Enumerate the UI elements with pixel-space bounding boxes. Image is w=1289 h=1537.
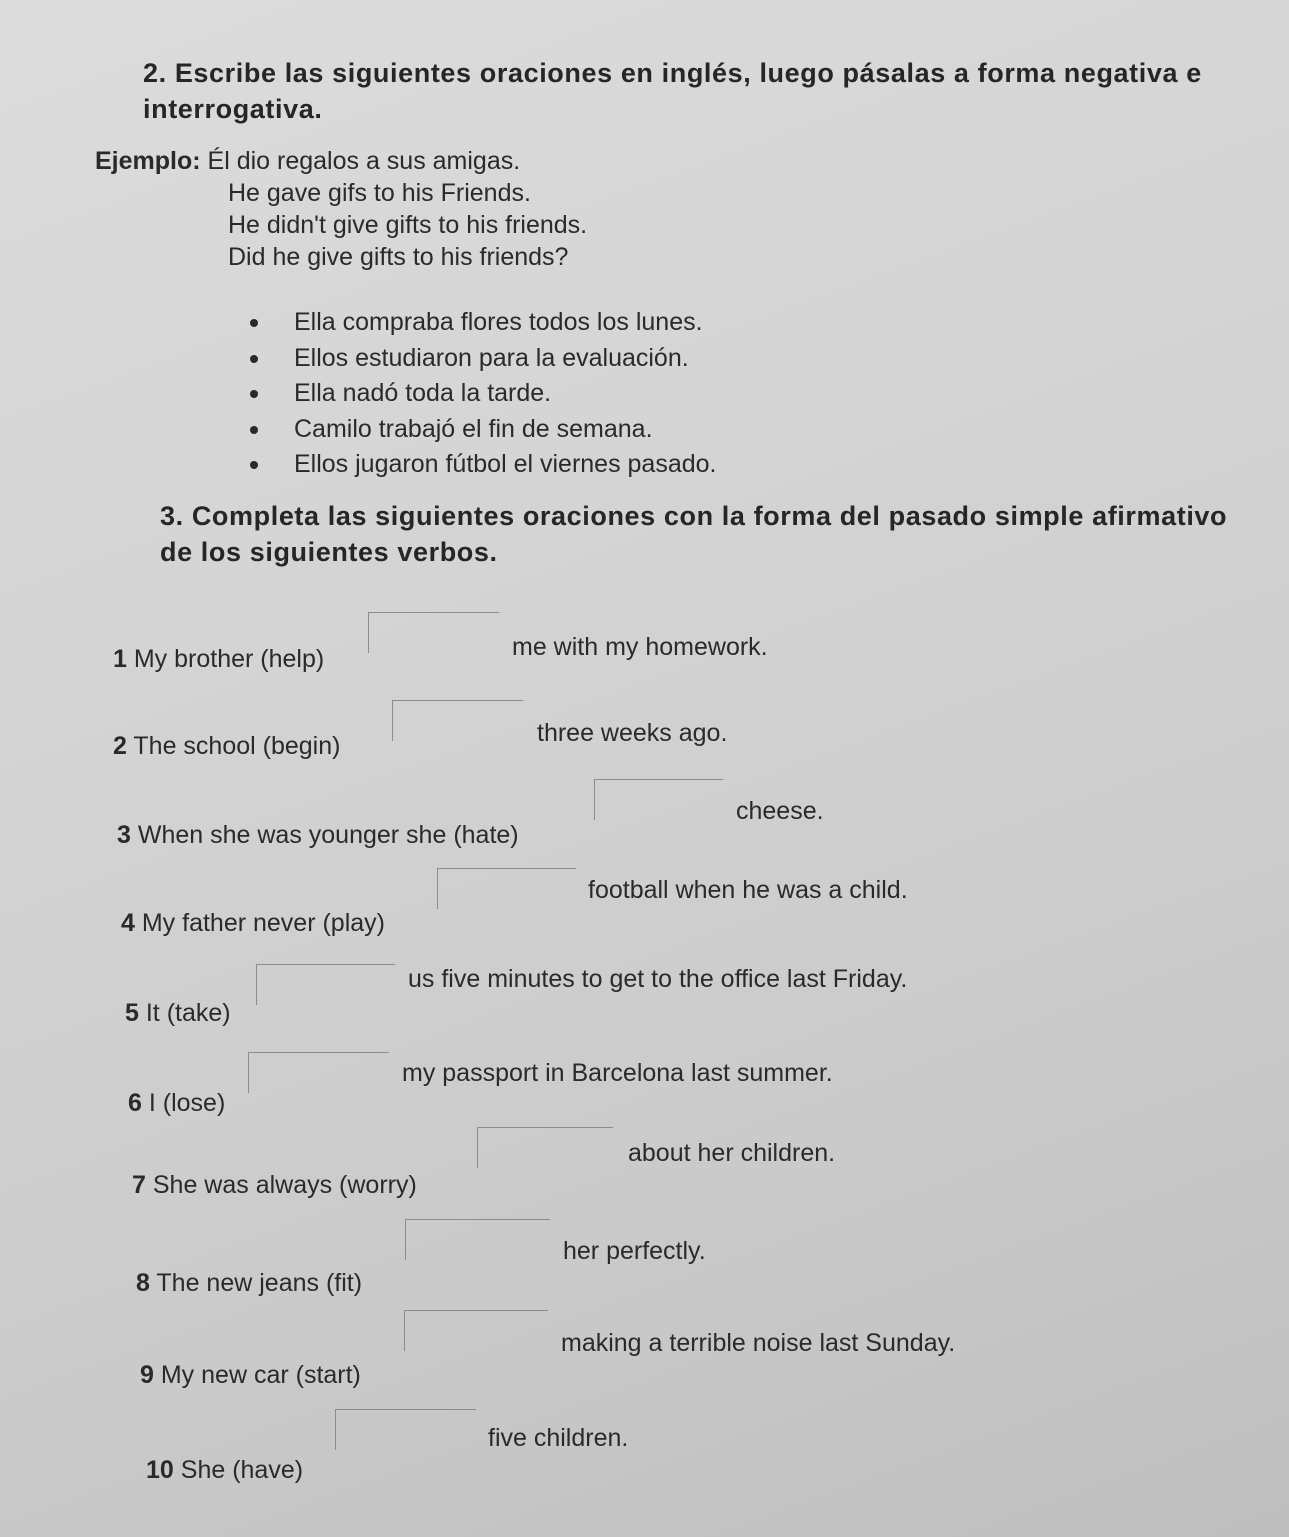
item-number: 5 bbox=[125, 999, 139, 1027]
list-item bbox=[250, 412, 717, 448]
example-block bbox=[95, 145, 520, 177]
fill-item bbox=[113, 731, 340, 761]
answer-blank[interactable] bbox=[335, 1409, 476, 1450]
answer-blank[interactable] bbox=[594, 779, 723, 820]
answer-blank[interactable] bbox=[368, 612, 499, 653]
fill-item bbox=[117, 820, 519, 850]
example-negative: He didn't give gifts to his friends. bbox=[228, 211, 588, 239]
item-number: 2 bbox=[113, 732, 127, 760]
item-prompt: My brother (help) bbox=[133, 645, 325, 673]
item-number: 4 bbox=[121, 909, 135, 937]
item-prompt: The new jeans (fit) bbox=[156, 1269, 363, 1297]
bullet-icon bbox=[250, 319, 258, 327]
item-continuation: my passport in Barcelona last summer. bbox=[402, 1059, 833, 1087]
item-number: 9 bbox=[140, 1361, 154, 1389]
answer-blank[interactable] bbox=[392, 700, 523, 741]
item-prompt: I (lose) bbox=[148, 1089, 226, 1117]
item-prompt: She was always (worry) bbox=[152, 1171, 417, 1199]
item-continuation: us five minutes to get to the office last Friday. bbox=[408, 965, 908, 993]
answer-blank[interactable] bbox=[256, 964, 395, 1005]
answer-blank[interactable] bbox=[437, 868, 576, 909]
item-prompt: The school (begin) bbox=[133, 732, 341, 760]
item-number: 8 bbox=[136, 1269, 150, 1297]
exercise-2-instruction: Escribe las siguientes oraciones en inglés, luego pásalas a forma negativa e interrogativa. bbox=[143, 58, 1202, 124]
item-number: 1 bbox=[113, 645, 127, 673]
item-number: 7 bbox=[132, 1171, 146, 1199]
fill-item bbox=[121, 908, 385, 938]
list-item bbox=[250, 341, 717, 377]
bullet-icon bbox=[250, 355, 258, 363]
item-continuation: making a terrible noise last Sunday. bbox=[561, 1329, 956, 1357]
item-continuation: three weeks ago. bbox=[537, 719, 728, 747]
answer-blank[interactable] bbox=[405, 1219, 550, 1260]
fill-item bbox=[136, 1268, 362, 1298]
item-prompt: She (have) bbox=[180, 1456, 304, 1484]
fill-item bbox=[125, 998, 231, 1028]
item-continuation: her perfectly. bbox=[563, 1237, 706, 1265]
list-item bbox=[250, 447, 717, 483]
list-item bbox=[250, 305, 717, 341]
item-continuation: me with my homework. bbox=[512, 633, 768, 661]
item-prompt: My father never (play) bbox=[141, 909, 385, 937]
sentence-text: Ellos jugaron fútbol el viernes pasado. bbox=[294, 450, 717, 478]
exercise-3-instruction: Completa las siguientes oraciones con la forma del pasado simple afirmativo de los siguientes verbos. bbox=[160, 501, 1228, 567]
bullet-icon bbox=[250, 390, 258, 398]
exercise-3-number: 3. bbox=[160, 501, 184, 531]
bullet-icon bbox=[250, 426, 258, 434]
example-interrogative: Did he give gifts to his friends? bbox=[228, 243, 569, 271]
item-continuation: cheese. bbox=[736, 797, 824, 825]
answer-blank[interactable] bbox=[404, 1310, 548, 1351]
fill-item bbox=[146, 1455, 303, 1485]
sentence-text: Ella compraba flores todos los lunes. bbox=[294, 308, 703, 336]
sentence-text: Ellos estudiaron para la evaluación. bbox=[294, 343, 689, 372]
item-number: 3 bbox=[117, 821, 131, 849]
answer-blank[interactable] bbox=[248, 1052, 389, 1093]
sentence-text: Camilo trabajó el fin de semana. bbox=[294, 414, 653, 443]
item-number: 6 bbox=[128, 1089, 142, 1117]
item-continuation: five children. bbox=[488, 1424, 629, 1452]
list-item bbox=[250, 376, 717, 412]
exercise-2-number: 2. bbox=[143, 58, 167, 88]
item-continuation: about her children. bbox=[628, 1139, 836, 1167]
item-prompt: It (take) bbox=[145, 999, 231, 1027]
fill-item bbox=[140, 1360, 361, 1390]
answer-blank[interactable] bbox=[477, 1127, 613, 1168]
fill-item bbox=[132, 1170, 417, 1200]
fill-item bbox=[113, 644, 324, 674]
bullet-icon bbox=[250, 461, 258, 469]
exercise-2-heading bbox=[143, 55, 1263, 127]
sentence-text: Ella nadó toda la tarde. bbox=[294, 379, 552, 407]
sentence-list bbox=[250, 305, 717, 483]
item-prompt: My new car (start) bbox=[160, 1361, 361, 1389]
example-label: Ejemplo: bbox=[95, 147, 201, 175]
item-continuation: football when he was a child. bbox=[588, 876, 908, 904]
example-spanish: Él dio regalos a sus amigas. bbox=[207, 147, 521, 175]
fill-item bbox=[128, 1088, 225, 1118]
item-prompt: When she was younger she (hate) bbox=[137, 821, 519, 849]
example-affirmative: He gave gifs to his Friends. bbox=[228, 179, 531, 207]
exercise-3-heading bbox=[160, 498, 1260, 570]
item-number: 10 bbox=[146, 1456, 174, 1484]
